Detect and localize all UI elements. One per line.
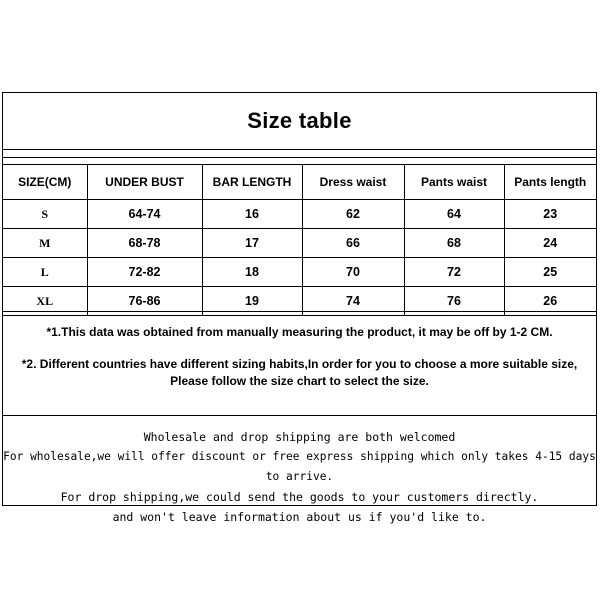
table-cell: 72 <box>404 258 504 287</box>
title-box <box>3 93 596 150</box>
table-cell: 16 <box>202 200 302 229</box>
size-cell: XL <box>3 287 87 316</box>
note-2-line-1: *2. Different countries have different sizing habits,In order for you to choose a more suitable size, <box>21 357 578 371</box>
header-pants-length: Pants length <box>504 165 596 200</box>
table-cell: 68 <box>404 229 504 258</box>
table-cell: 72-82 <box>87 258 202 287</box>
table-cell: 74 <box>302 287 404 316</box>
table-cell: 26 <box>504 287 596 316</box>
note-2-line-2: Please follow the size chart to select the size. <box>170 374 429 388</box>
wholesale-section <box>3 427 596 527</box>
table-cell: 66 <box>302 229 404 258</box>
table-cell: 76-86 <box>87 287 202 316</box>
table-header-row <box>3 165 596 200</box>
table-cell: 18 <box>202 258 302 287</box>
table-row <box>3 258 596 287</box>
size-table <box>3 157 596 316</box>
table-cell: 19 <box>202 287 302 316</box>
header-size: SIZE(CM) <box>3 165 87 200</box>
table-cell: 25 <box>504 258 596 287</box>
size-cell: S <box>3 200 87 229</box>
table-cell: 76 <box>404 287 504 316</box>
size-cell: L <box>3 258 87 287</box>
size-cell: M <box>3 229 87 258</box>
table-cell: 17 <box>202 229 302 258</box>
header-bar-length: BAR LENGTH <box>202 165 302 200</box>
table-cell: 64-74 <box>87 200 202 229</box>
note-1: *1.This data was obtained from manually measuring the product, it may be off by 1-2 CM. <box>46 325 553 339</box>
size-chart-frame <box>2 92 597 524</box>
table-cell: 70 <box>302 258 404 287</box>
table-cell: 23 <box>504 200 596 229</box>
wholesale-line-3: For drop shipping,we could send the goods to your customers directly. <box>60 490 539 504</box>
header-dress-waist: Dress waist <box>302 165 404 200</box>
header-pants-waist: Pants waist <box>404 165 504 200</box>
table-row <box>3 200 596 229</box>
table-cell: 24 <box>504 229 596 258</box>
header-under-bust: UNDER BUST <box>87 165 202 200</box>
page-title: Size table <box>247 108 352 133</box>
wholesale-line-4: and won't leave information about us if you'd like to. <box>112 510 487 524</box>
wholesale-line-1: Wholesale and drop shipping are both welcomed <box>143 430 456 444</box>
table-row <box>3 229 596 258</box>
notes-section <box>3 311 596 416</box>
table-cell: 62 <box>302 200 404 229</box>
wholesale-line-2: For wholesale,we will offer discount or free express shipping which only takes 4-15 days to arrive. <box>3 450 596 483</box>
table-cell: 68-78 <box>87 229 202 258</box>
table-cell: 64 <box>404 200 504 229</box>
